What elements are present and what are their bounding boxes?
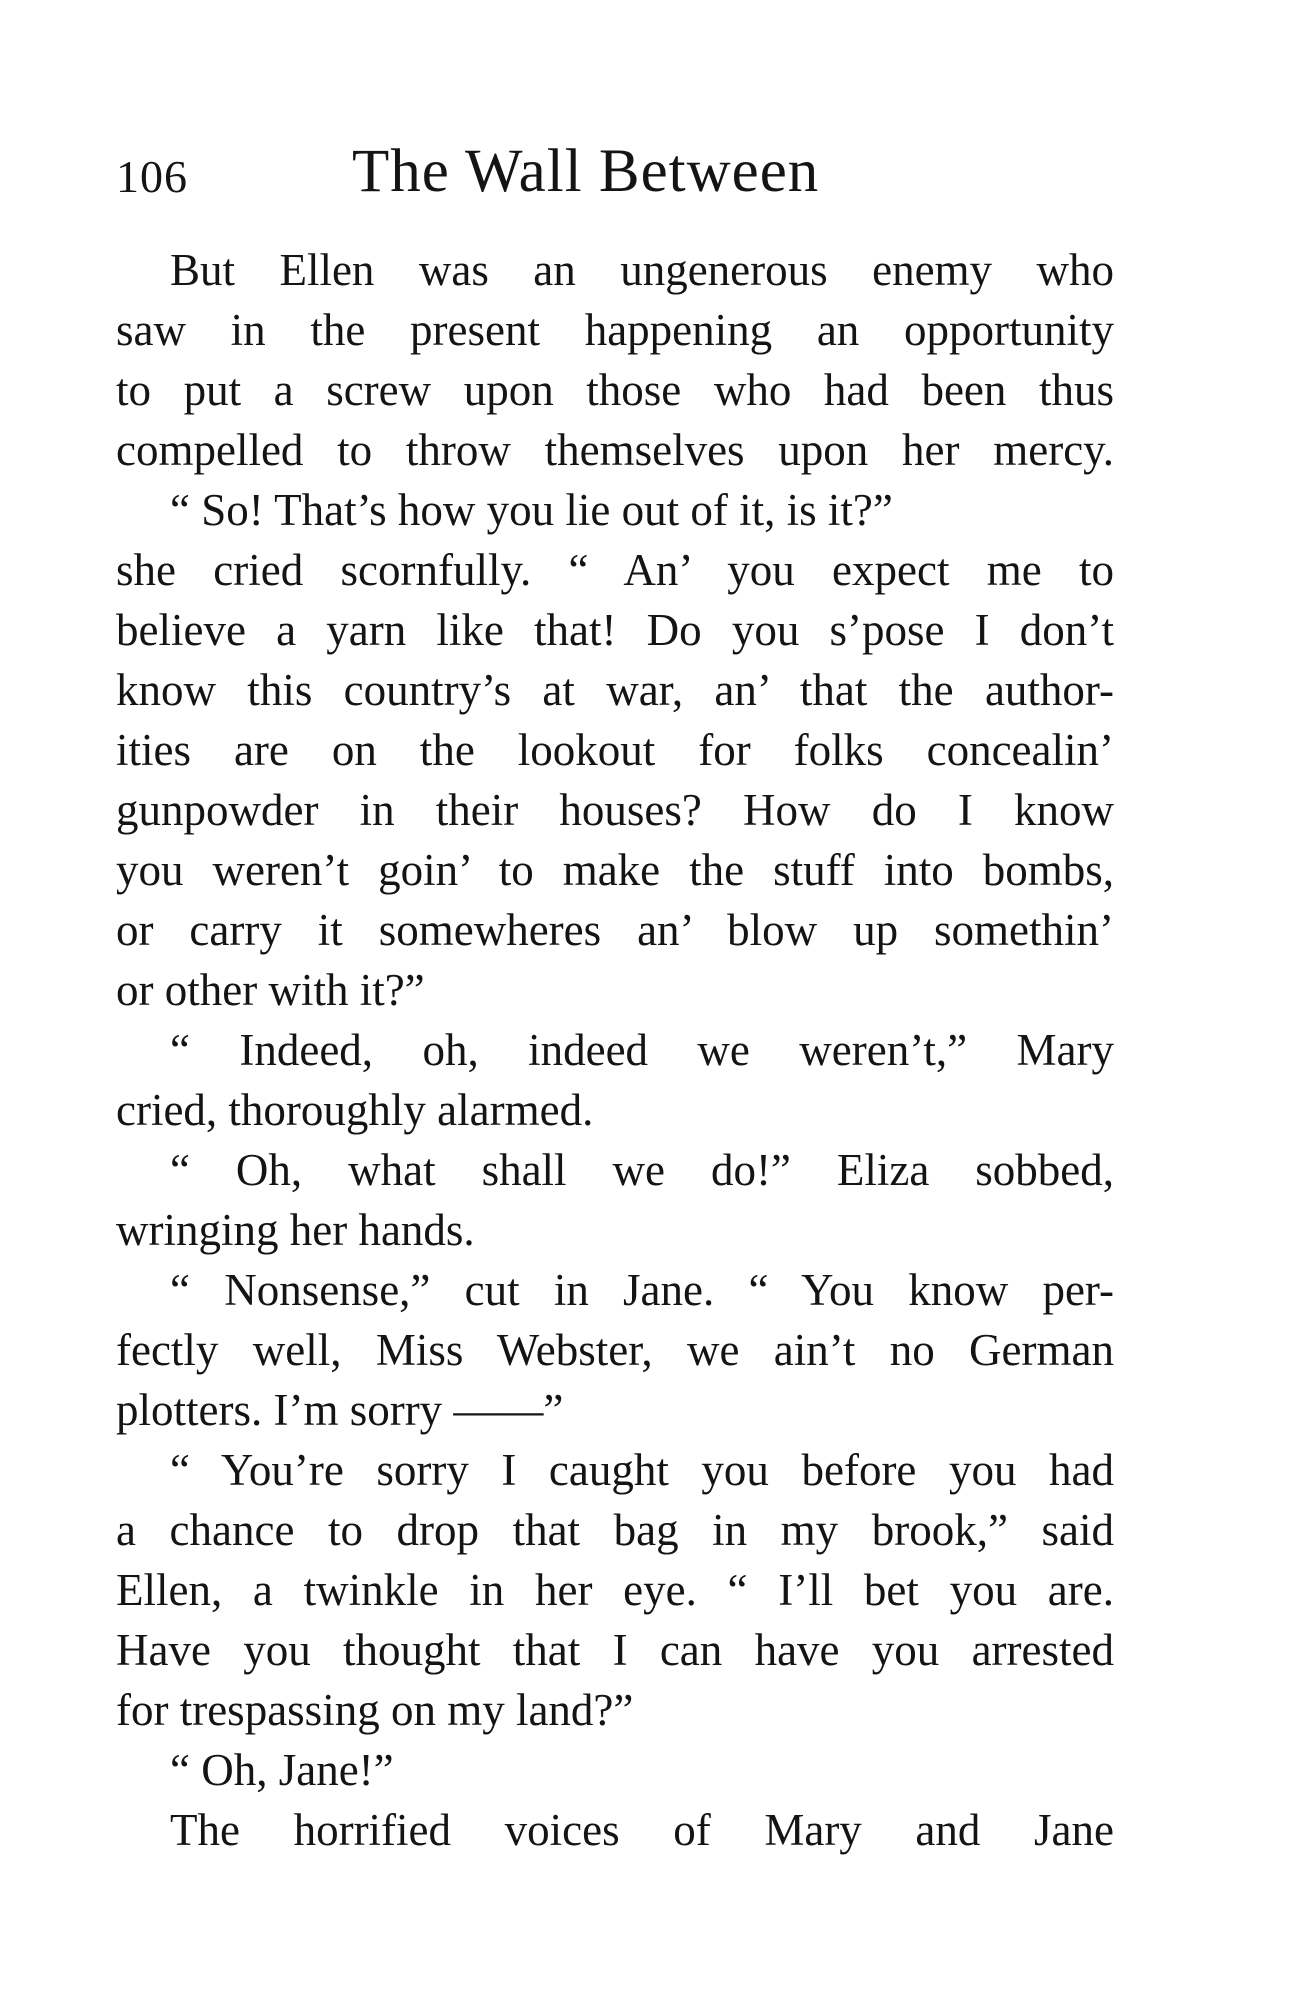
text-line: or other with it?” [116,965,425,1015]
text-line: for trespassing on my land?” [116,1685,634,1735]
text-line: to put a screw upon those who had been thus [116,365,1114,415]
text-line: cried, thoroughly alarmed. [116,1085,594,1135]
text-line: Have you thought that I can have you arrested [116,1625,1114,1675]
body-text [116,240,1114,1860]
text-line: believe a yarn like that! Do you s’pose I don’t [116,605,1114,655]
text-line: ities are on the lookout for folks concealin’ [116,725,1114,775]
text-line: wringing her hands. [116,1205,475,1255]
text-line: “ Oh, Jane!” [170,1745,394,1795]
running-title: The Wall Between [352,138,820,205]
text-line: a chance to drop that bag in my brook,” said [116,1505,1114,1555]
text-line: “ Nonsense,” cut in Jane. “ You know per- [170,1265,1114,1315]
text-line: “ So! That’s how you lie out of it, is it?” [170,485,893,535]
page-header [116,132,1116,222]
text-line: “ Oh, what shall we do!” Eliza sobbed, [170,1145,1114,1195]
page-number: 106 [116,151,188,202]
text-line: But Ellen was an ungenerous enemy who [170,245,1114,295]
text-line: know this country’s at war, an’ that the author- [116,665,1114,715]
text-line: fectly well, Miss Webster, we ain’t no German [116,1325,1114,1375]
text-line: or carry it somewheres an’ blow up somethin’ [116,905,1114,955]
text-line: Ellen, a twinkle in her eye. “ I’ll bet you are. [116,1565,1114,1615]
text-line: “ Indeed, oh, indeed we weren’t,” Mary [170,1025,1114,1075]
text-line: The horrified voices of Mary and Jane [170,1805,1114,1855]
text-line: she cried scornfully. “ An’ you expect me to [116,545,1114,595]
text-line: saw in the present happening an opportunity [116,305,1114,355]
text-line: you weren’t goin’ to make the stuff into bombs, [116,845,1114,895]
text-line: “ You’re sorry I caught you before you had [170,1445,1114,1495]
text-line: plotters. I’m sorry ——” [116,1385,564,1435]
text-line: gunpowder in their houses? How do I know [116,785,1114,835]
text-line: compelled to throw themselves upon her mercy. [116,425,1114,475]
